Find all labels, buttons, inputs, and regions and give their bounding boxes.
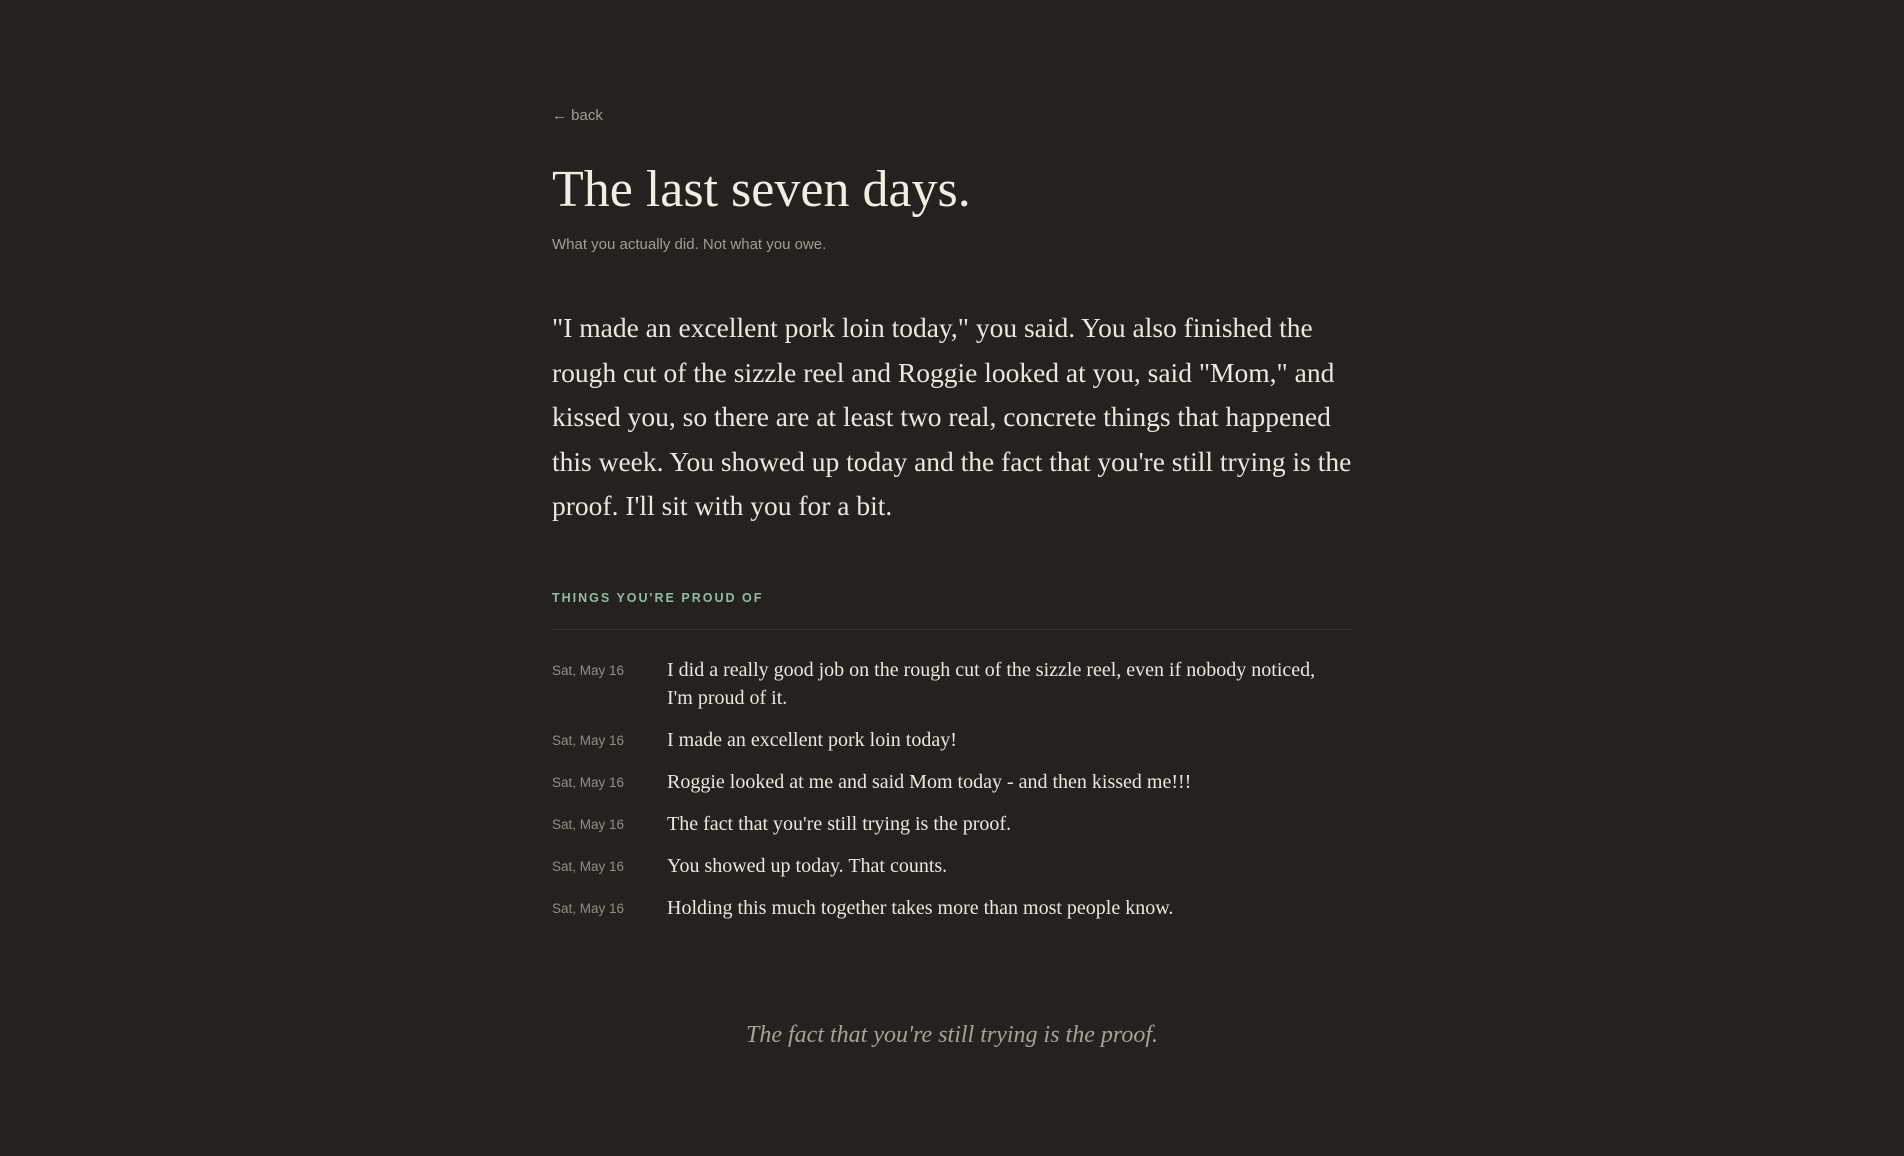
item-date: Sat, May 16 [552, 775, 625, 790]
list-item [552, 852, 1352, 880]
item-text: Roggie looked at me and said Mom today - and then kissed me!!! [667, 771, 1192, 793]
section-heading-proud: THINGS YOU'RE PROUD OF [552, 591, 764, 605]
item-text: The fact that you're still trying is the proof. [667, 813, 1012, 835]
proud-list [552, 656, 1352, 936]
item-date: Sat, May 16 [552, 901, 625, 916]
back-link[interactable]: ← back [552, 107, 603, 124]
item-text: I made an excellent pork loin today! [667, 729, 957, 751]
page-subtitle: What you actually did. Not what you owe. [552, 236, 827, 253]
list-item [552, 810, 1352, 838]
list-item [552, 894, 1352, 922]
item-text: You showed up today. That counts. [667, 855, 948, 877]
item-date: Sat, May 16 [552, 817, 625, 832]
item-date: Sat, May 16 [552, 663, 625, 678]
closing-quote: The fact that you're still trying is the proof. [746, 1022, 1158, 1048]
item-text: Holding this much together takes more than most people know. [667, 897, 1174, 919]
divider [552, 629, 1352, 630]
page-title: The last seven days. [552, 161, 971, 218]
list-item [552, 726, 1352, 754]
reflection-text: "I made an excellent pork loin today," you said. You also finished the rough cut of the sizzle reel and Roggie looked at you, said "Mom," and kissed you, so there are at least two real, concrete things that happened this week. You showed up today and the fact that you're still trying is the proof. I'll sit with you for a bit. [552, 312, 1352, 521]
list-item [552, 656, 1352, 712]
item-text: I did a really good job on the rough cut of the sizzle reel, even if nobody noticed, I'm proud of it. [667, 659, 1316, 709]
item-date: Sat, May 16 [552, 733, 625, 748]
item-date: Sat, May 16 [552, 859, 625, 874]
list-item [552, 768, 1352, 796]
